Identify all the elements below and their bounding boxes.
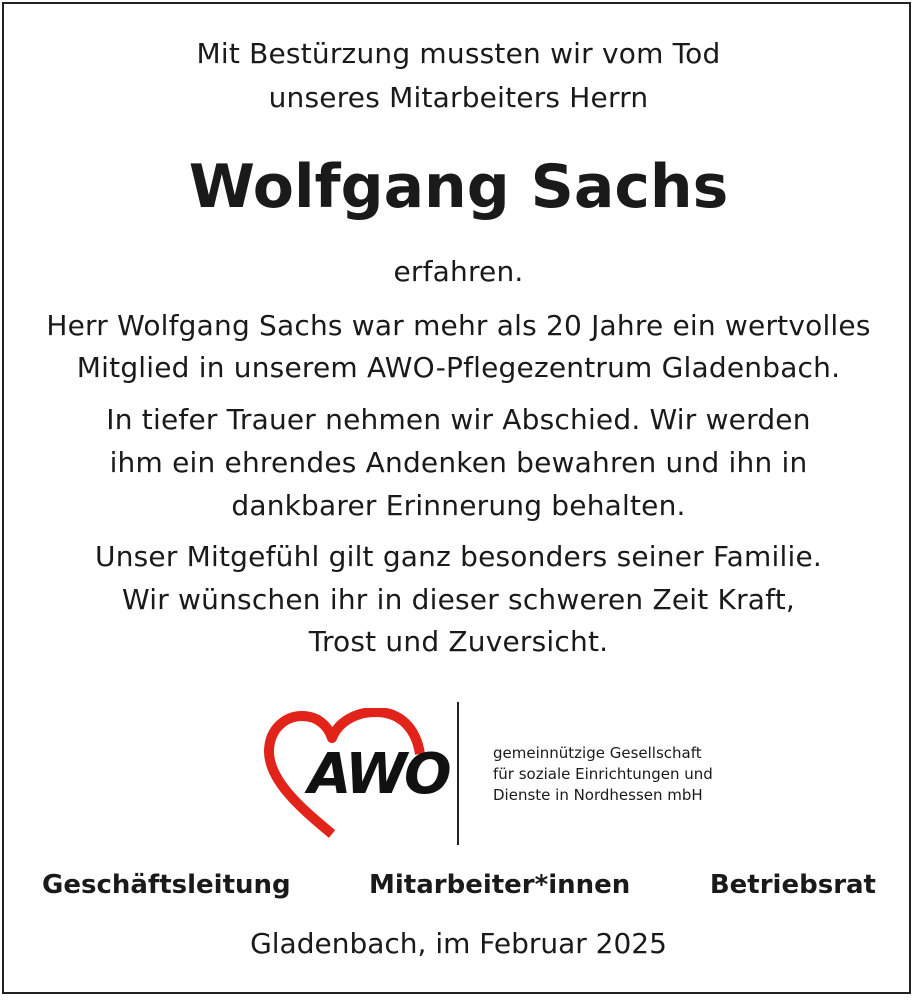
intro-line-1: Mit Bestürzung mussten wir vom Tod xyxy=(196,37,721,70)
intro-line-2: unseres Mitarbeiters Herrn xyxy=(268,81,649,114)
learned-text: erfahren. xyxy=(393,255,524,288)
org-line-3: Dienste in Nordhessen mbH xyxy=(493,786,703,804)
paragraph2-line-2: ihm ein ehrendes Andenken bewahren und ihn in xyxy=(109,446,808,479)
paragraph3-line-2: Wir wünschen ihr in dieser schweren Zeit Kraft, xyxy=(122,583,795,616)
paragraph2-line-1: In tiefer Trauer nehmen wir Abschied. Wir werden xyxy=(106,403,811,436)
paragraph1-line-1: Herr Wolfgang Sachs war mehr als 20 Jahre ein wertvolles xyxy=(46,309,871,342)
deceased-name: Wolfgang Sachs xyxy=(188,152,729,222)
org-line-1: gemeinnützige Gesellschaft xyxy=(493,744,702,762)
org-line-2: für soziale Einrichtungen und xyxy=(493,765,713,783)
awo-logo-text: AWO xyxy=(308,742,449,807)
signature-management: Geschäftsleitung xyxy=(42,870,291,900)
logo-divider xyxy=(457,702,459,845)
paragraph3-line-1: Unser Mitgefühl gilt ganz besonders seiner Familie. xyxy=(95,540,822,573)
paragraph2-line-3: dankbarer Erinnerung behalten. xyxy=(231,489,686,522)
place-and-date: Gladenbach, im Februar 2025 xyxy=(250,927,667,960)
paragraph3-line-3: Trost und Zuversicht. xyxy=(308,625,609,658)
signature-staff: Mitarbeiter*innen xyxy=(369,870,631,900)
paragraph1-line-2: Mitglied in unserem AWO-Pflegezentrum Gladenbach. xyxy=(76,351,841,384)
signature-works-council: Betriebsrat xyxy=(709,870,876,900)
